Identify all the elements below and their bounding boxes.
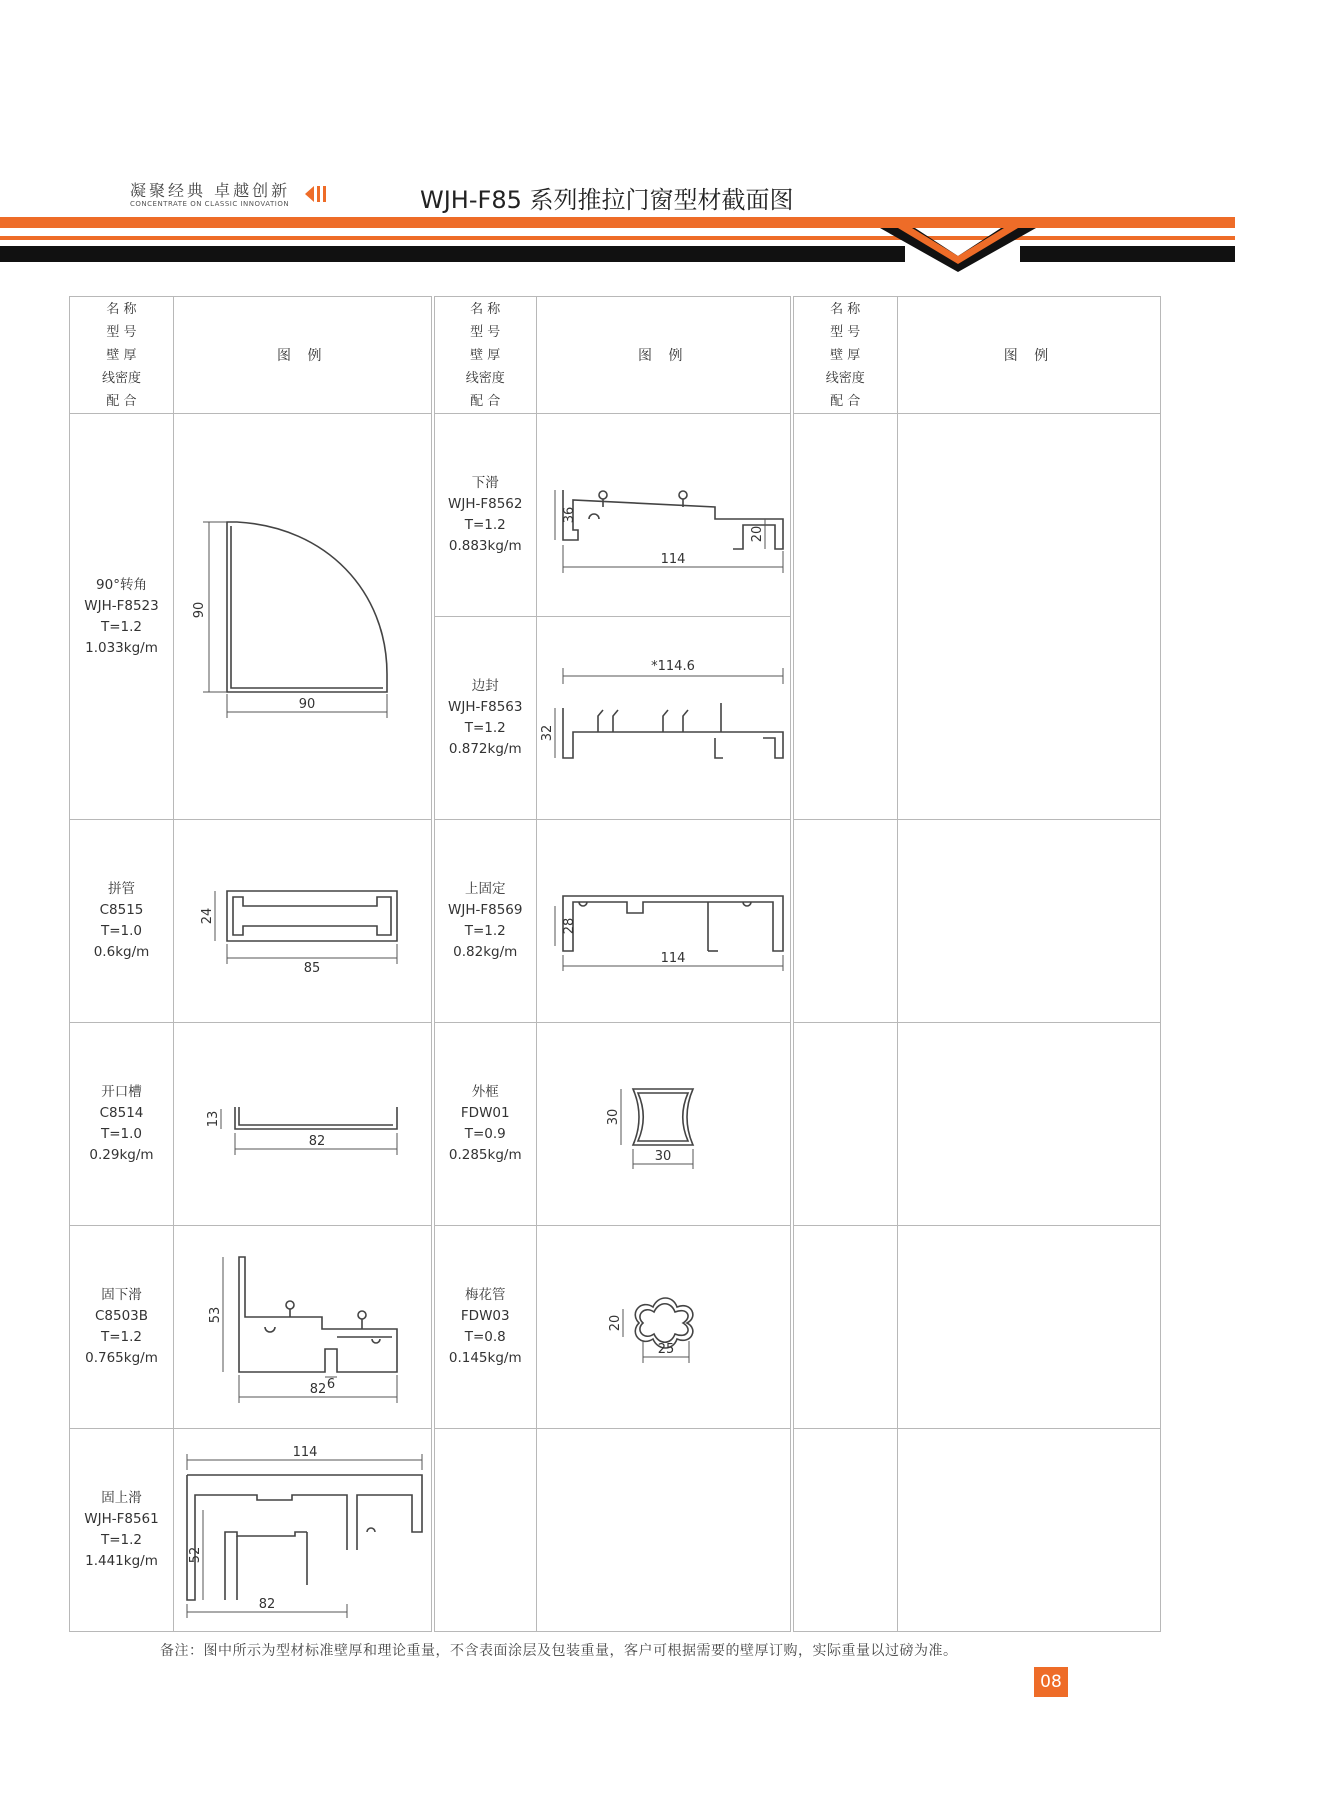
profile-name: 外框 [471,1084,499,1100]
dim-label: 82 [258,1597,276,1612]
profile-info-c8514 [70,1023,174,1226]
empty-cell [792,1226,898,1429]
dim-label: 24 [200,907,216,925]
profile-figure-f8562 [537,414,792,617]
profile-thickness: T=1.2 [100,1532,143,1548]
header-figure-label: 图 例 [277,348,328,364]
profile-density: 1.033kg/m [85,639,158,656]
profile-drawing-f8563 [540,648,783,788]
profile-spec-table [69,296,1161,1632]
dim-label: 25 [657,1342,675,1357]
profile-thickness: T=1.0 [100,1126,143,1142]
profile-thickness: T=0.9 [464,1126,506,1142]
profile-model: WJH-F8569 [448,902,523,918]
profile-name: 拼管 [108,881,135,897]
profile-figure-f8523 [174,414,433,820]
profile-model: FDW01 [460,1105,510,1121]
empty-cell [792,1023,898,1226]
dim-label: 114 [660,951,686,966]
dim-label: 53 [208,1306,224,1324]
profile-figure-f8563 [537,617,792,820]
profile-density: 0.29kg/m [89,1147,154,1163]
profile-density: 0.765kg/m [85,1350,158,1366]
header-figure-cell-1 [174,297,433,414]
dim-label: 30 [606,1108,622,1126]
empty-cell [537,1429,792,1632]
dim-label: 52 [188,1546,204,1564]
slogan-cn: 凝聚经典 卓越创新 [130,181,291,200]
profile-density: 0.285kg/m [448,1147,522,1163]
profile-drawing-f8523 [187,502,417,732]
dim-label: 30 [654,1149,672,1164]
table-row [70,1226,1161,1429]
header-label-density: 线密度 [101,370,141,386]
profile-figure-fdw01 [537,1023,792,1226]
dim-label: 82 [309,1382,327,1397]
dim-label: 90 [298,696,316,712]
profile-thickness: T=1.2 [100,1329,143,1345]
header-label-thickness: 壁 厚 [106,347,137,363]
empty-cell [433,1429,537,1632]
profile-model: WJH-F8563 [448,699,523,715]
profile-name: 开口槽 [101,1084,142,1100]
header-label-name: 名 称 [830,301,861,317]
profile-name: 梅花管 [465,1287,506,1303]
table-row [70,414,1161,617]
header-figure-label: 图 例 [638,348,689,364]
empty-cell [898,414,1161,820]
dim-label: 85 [303,961,321,976]
dim-label: 6 [327,1377,336,1392]
header-label-density: 线密度 [825,370,865,386]
dim-label: 90 [192,601,208,618]
header-label-cell-1 [70,297,174,414]
profile-name: 边封 [471,678,499,694]
profile-thickness: T=1.2 [464,517,506,533]
profile-drawing-f8561 [177,1440,427,1620]
profile-thickness: T=1.2 [464,923,506,939]
header-label-thickness: 壁 厚 [830,347,861,363]
profile-figure-c8503b [174,1226,433,1429]
dim-label: 36 [562,506,578,524]
empty-cell [898,1023,1161,1226]
footnote: 备注：图中所示为型材标准壁厚和理论重量，不含表面涂层及包装重量，客户可根据需要的壁厚订购，实际重量以过磅为准。 [160,1643,958,1659]
profile-info-fdw01 [433,1023,537,1226]
profile-name: 90°转角 [96,576,147,593]
dim-label: *114.6 [651,659,696,674]
header-label-model: 型 号 [106,324,137,340]
header-figure-cell-3 [898,297,1161,414]
dim-label: 114 [660,552,686,567]
profile-drawing-f8562 [543,445,783,585]
profile-drawing-fdw03 [603,1277,723,1377]
profile-thickness: T=1.0 [100,923,143,939]
page-number: 08 [1034,1667,1068,1697]
profile-model: FDW03 [460,1308,510,1324]
profile-drawing-c8514 [187,1079,417,1169]
profile-density: 1.441kg/m [85,1553,158,1569]
profile-drawing-c8515 [187,866,417,976]
profile-figure-c8514 [174,1023,433,1226]
profile-name: 固下滑 [101,1287,142,1303]
header-label-cell-3 [792,297,898,414]
profile-density: 0.872kg/m [448,741,522,757]
profile-model: C8503B [94,1308,149,1324]
profile-figure-c8515 [174,820,433,1023]
profile-drawing-fdw01 [603,1069,723,1179]
dim-label: 32 [540,724,556,742]
header-label-cell-2 [433,297,537,414]
profile-thickness: T=1.2 [100,618,143,635]
header-label-name: 名 称 [470,301,501,317]
header-label-model: 型 号 [830,324,861,340]
header-figure-cell-2 [537,297,792,414]
profile-info-f8569 [433,820,537,1023]
profile-density: 0.6kg/m [93,944,150,960]
dim-label: 114 [292,1445,318,1460]
profile-model: WJH-F8523 [84,597,159,614]
profile-density: 0.883kg/m [448,538,522,554]
header-figure-label: 图 例 [1003,348,1055,364]
profile-thickness: T=1.2 [464,720,506,736]
profile-info-c8515 [70,820,174,1023]
profile-density: 0.82kg/m [453,944,518,960]
profile-drawing-f8569 [543,851,783,991]
header-label-density: 线密度 [465,370,505,386]
profile-density: 0.145kg/m [448,1350,522,1366]
profile-model: C8515 [99,902,144,918]
dim-label: 20 [750,525,766,543]
profile-info-f8561 [70,1429,174,1632]
profile-name: 上固定 [465,881,506,897]
table-header-row [70,297,1161,414]
dim-label: 82 [308,1134,326,1149]
header-label-fit: 配 合 [470,393,501,409]
profile-info-c8503b [70,1226,174,1429]
profile-model: C8514 [99,1105,144,1121]
profile-info-f8523 [70,414,174,820]
profile-thickness: T=0.8 [464,1329,506,1345]
header-banner [0,212,1235,272]
table-row [70,1023,1161,1226]
dim-label: 13 [206,1110,222,1128]
profile-name: 固上滑 [101,1490,142,1506]
chevron-mark-icon [305,184,329,204]
dim-label: 28 [562,917,578,935]
header-label-thickness: 壁 厚 [470,347,501,363]
profile-figure-f8561 [174,1429,433,1632]
empty-cell [792,414,898,820]
profile-model: WJH-F8562 [448,496,523,512]
dim-label: 20 [608,1314,624,1332]
header-label-fit: 配 合 [830,393,861,409]
empty-cell [792,1429,898,1632]
header-label-fit: 配 合 [106,393,137,409]
table-row [70,820,1161,1023]
profile-figure-fdw03 [537,1226,792,1429]
profile-drawing-c8503b [187,1247,417,1407]
header-label-model: 型 号 [470,324,501,340]
table-row [70,1429,1161,1632]
profile-info-fdw03 [433,1226,537,1429]
empty-cell [898,1226,1161,1429]
empty-cell [898,1429,1161,1632]
header-label-name: 名 称 [106,301,137,317]
slogan-en: CONCENTRATE ON CLASSIC INNOVATION [130,200,290,208]
empty-cell [898,820,1161,1023]
page-title: WJH-F85 系列推拉门窗型材截面图 [420,186,794,214]
profile-info-f8562 [433,414,537,617]
profile-info-f8563 [433,617,537,820]
empty-cell [792,820,898,1023]
profile-figure-f8569 [537,820,792,1023]
profile-model: WJH-F8561 [84,1511,159,1527]
profile-name: 下滑 [471,475,499,491]
